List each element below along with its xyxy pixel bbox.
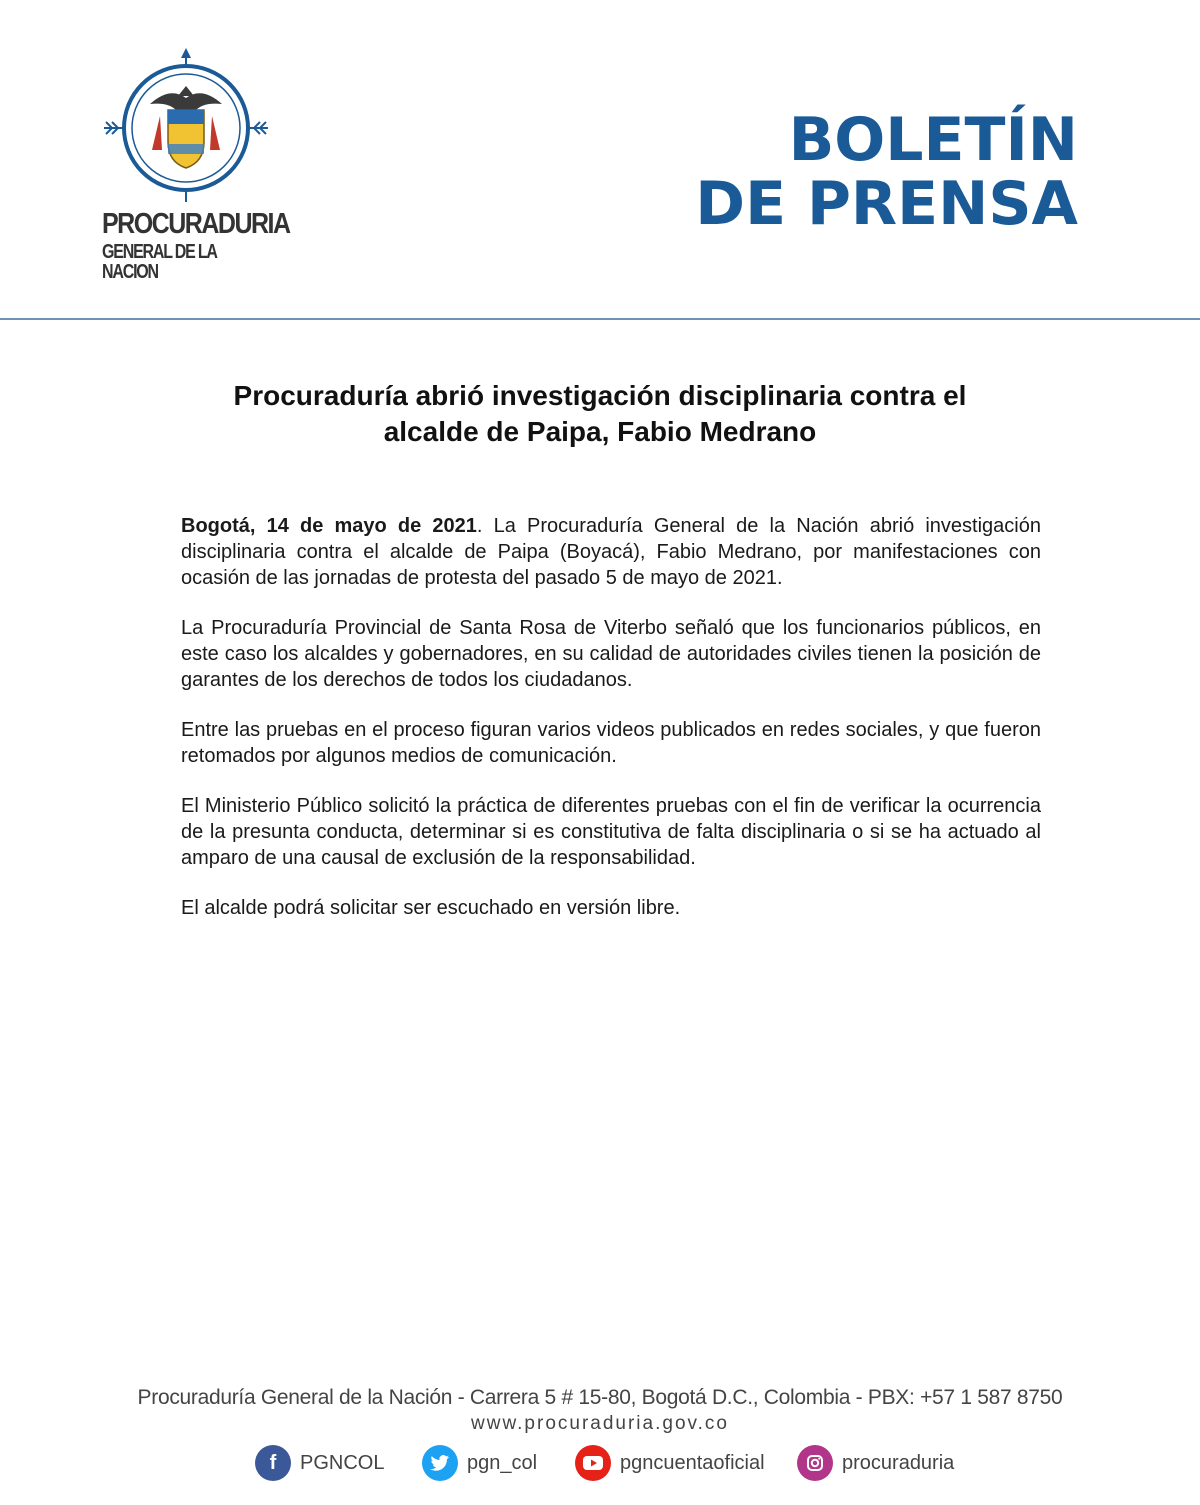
facebook-icon: f [255,1445,291,1481]
paragraph-2: La Procuraduría Provincial de Santa Rosa de Viterbo señaló que los funcionarios públicos, en este caso los alcaldes y gobernadores, en su calidad de autoridades civiles tienen la posición de garantes de los derechos de todos los ciudadanos. [181,617,1041,691]
paragraph-4: El Ministerio Público solicitó la práctica de diferentes pruebas con el fin de verificar la ocurrencia de la presunta conducta, determinar si es constitutiva de falta disciplinaria o si se ha actuado al amparo de una causal de exclusión de la responsabilidad. [181,795,1041,869]
headline [150,378,1050,450]
logo-line-1: PROCURADURIA [102,207,290,240]
boletin-title [695,105,1078,239]
social-facebook[interactable] [255,1443,384,1483]
social-instagram[interactable] [797,1443,954,1483]
emblem-icon [100,46,272,206]
paragraph-1 [181,513,1041,591]
social-twitter[interactable] [422,1443,537,1483]
youtube-icon [575,1445,611,1481]
social-handle-instagram: procuraduria [842,1451,955,1474]
paragraph-1-text: . La Procuraduría General de la Nación abrió investigación disciplinaria contra el alcalde de Paipa (Boyacá), Fabio Medrano, por manifestaciones con ocasión de las jornadas de protesta del pasado 5 de mayo de 2021. [181,515,1041,589]
social-handle-facebook: PGNCOL [300,1451,385,1474]
paragraph-3: Entre las pruebas en el proceso figuran varios videos publicados en redes sociales, y que fueron retomados por algunos medios de comunicación. [181,719,1041,767]
logo-wordmark [102,207,290,283]
article-body [181,513,1041,945]
boletin-title-line-1: BOLETÍN [788,105,1078,175]
footer-address: Procuraduría General de la Nación - Carrera 5 # 15-80, Bogotá D.C., Colombia - PBX: +57 1 587 8750 [137,1386,1063,1409]
social-handle-youtube: pgncuentaoficial [620,1451,765,1474]
logo-line-2: GENERAL DE LA NACION [102,241,217,283]
header-divider [0,318,1200,320]
footer-website-link[interactable]: www.procuraduria.gov.co [471,1413,729,1434]
social-youtube[interactable] [575,1443,765,1483]
headline-line-1: Procuraduría abrió investigación disciplinaria contra el [233,380,967,411]
social-links [0,1443,1200,1483]
headline-line-2: alcalde de Paipa, Fabio Medrano [383,416,817,447]
twitter-icon [422,1445,458,1481]
social-handle-twitter: pgn_col [467,1451,538,1474]
procuraduria-logo [96,46,290,283]
dateline: Bogotá, 14 de mayo de 2021 [181,515,477,537]
instagram-icon [797,1445,833,1481]
paragraph-5: El alcalde podrá solicitar ser escuchado en versión libre. [181,897,681,919]
boletin-title-line-2: DE PRENSA [695,169,1078,239]
